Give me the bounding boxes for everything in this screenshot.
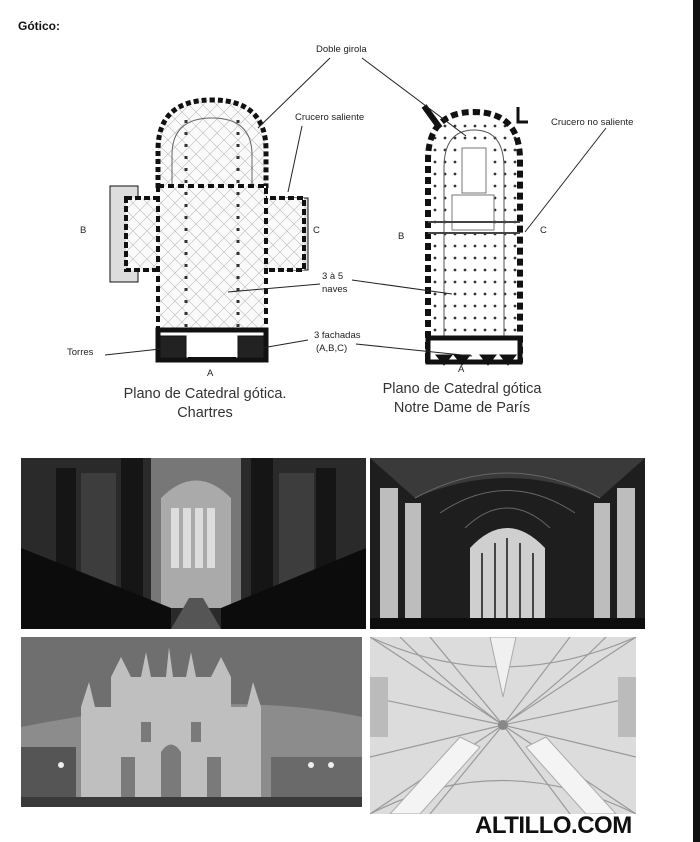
label-crucero-saliente: Crucero saliente [295,112,365,123]
label-a-notre-dame: A [458,364,465,375]
label-naves-line2: naves [322,284,348,295]
caption-chartres-line1: Plano de Catedral gótica. [123,386,287,402]
chartres-plan [110,100,308,360]
label-crucero-no-saliente: Crucero no saliente [551,117,634,128]
caption-chartres-line2: Chartres [177,405,233,421]
page-edge-bar [693,0,700,842]
label-doble-girola: Doble girola [316,44,367,55]
label-c-notre-dame: C [540,225,547,236]
label-naves-line1: 3 à 5 [322,271,344,282]
photo-stained-glass-chapel [370,458,645,629]
label-b-notre-dame: B [398,231,405,242]
label-fachadas-line2: (A,B,C) [316,343,348,354]
label-a-chartres: A [207,368,214,379]
label-b-chartres: B [80,225,87,236]
label-fachadas-line1: 3 fachadas [314,330,361,341]
caption-chartres [75,385,335,423]
photo-nave-interior [21,458,366,629]
caption-notre-dame [332,380,592,418]
label-torres: Torres [67,347,94,358]
section-heading: Gótico: [18,19,60,33]
caption-notre-dame-line2: Notre Dame de París [393,400,531,416]
caption-notre-dame-line1: Plano de Catedral gótica [382,381,542,397]
floor-plans-diagram [0,35,690,435]
photo-milan-cathedral [21,637,362,807]
notre-dame-plan [424,106,528,365]
watermark-logo: ALTILLO.COM [475,812,632,839]
photo-vaulted-ceiling [370,637,636,814]
label-c-chartres: C [313,225,320,236]
